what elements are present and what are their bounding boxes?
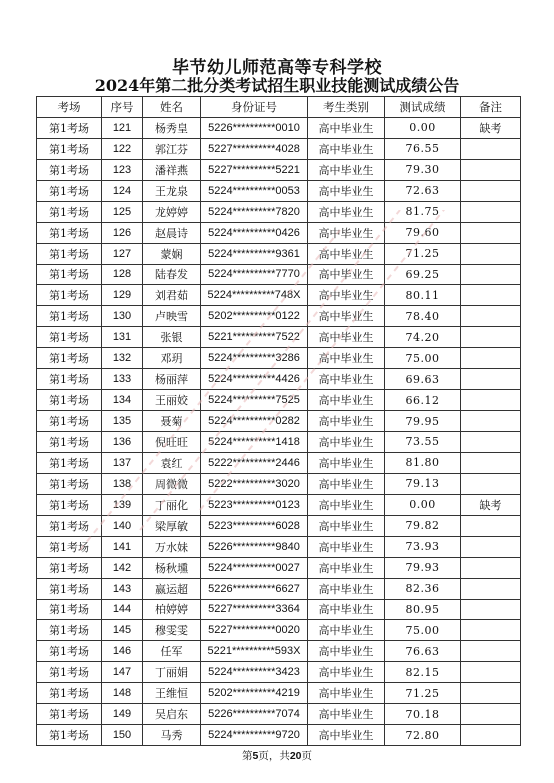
cell-id-number: 5223**********0123 (201, 494, 308, 515)
cell-remark (461, 201, 521, 222)
cell-name: 穆雯雯 (143, 620, 201, 641)
cell-remark (461, 285, 521, 306)
cell-score: 72.63 (385, 180, 461, 201)
table-row (37, 641, 521, 662)
page-footer (0, 748, 554, 763)
cell-remark: 缺考 (461, 494, 521, 515)
cell-seq: 140 (102, 515, 143, 536)
table-row (37, 620, 521, 641)
cell-seq: 133 (102, 369, 143, 390)
cell-exam-room: 第1考场 (37, 662, 102, 683)
cell-score: 0.00 (385, 117, 461, 138)
cell-seq: 128 (102, 264, 143, 285)
cell-exam-room: 第1考场 (37, 159, 102, 180)
cell-id-number: 5224**********9720 (201, 725, 308, 746)
cell-id-number: 5226**********7074 (201, 704, 308, 725)
cell-remark (461, 432, 521, 453)
cell-candidate-type: 高中毕业生 (308, 369, 385, 390)
cell-candidate-type: 高中毕业生 (308, 327, 385, 348)
cell-name: 张银 (143, 327, 201, 348)
cell-name: 倪旺旺 (143, 432, 201, 453)
cell-exam-room: 第1考场 (37, 432, 102, 453)
cell-remark (461, 578, 521, 599)
cell-name: 杨丽萍 (143, 369, 201, 390)
cell-exam-room: 第1考场 (37, 306, 102, 327)
cell-remark (461, 641, 521, 662)
cell-seq: 134 (102, 390, 143, 411)
cell-candidate-type: 高中毕业生 (308, 557, 385, 578)
cell-score: 82.36 (385, 578, 461, 599)
cell-exam-room: 第1考场 (37, 683, 102, 704)
cell-name: 杨秋壎 (143, 557, 201, 578)
cell-score: 76.63 (385, 641, 461, 662)
cell-score: 81.75 (385, 201, 461, 222)
cell-name: 潘祥燕 (143, 159, 201, 180)
cell-name: 卢映雪 (143, 306, 201, 327)
cell-remark (461, 327, 521, 348)
cell-seq: 145 (102, 620, 143, 641)
cell-candidate-type: 高中毕业生 (308, 599, 385, 620)
cell-exam-room: 第1考场 (37, 578, 102, 599)
cell-candidate-type: 高中毕业生 (308, 620, 385, 641)
cell-name: 嬴运超 (143, 578, 201, 599)
cell-seq: 132 (102, 348, 143, 369)
cell-seq: 139 (102, 494, 143, 515)
document-title: 毕节幼儿师范高等专科学校 (172, 58, 382, 78)
cell-remark (461, 264, 521, 285)
footer-middle: 页，共 (258, 750, 290, 762)
header-name: 姓名 (143, 97, 201, 118)
table-header-row (37, 97, 521, 118)
cell-remark (461, 390, 521, 411)
cell-exam-room: 第1考场 (37, 201, 102, 222)
table-row (37, 432, 521, 453)
cell-id-number: 5224**********0027 (201, 557, 308, 578)
cell-candidate-type: 高中毕业生 (308, 494, 385, 515)
header-score: 测试成绩 (385, 97, 461, 118)
cell-seq: 150 (102, 725, 143, 746)
cell-exam-room: 第1考场 (37, 390, 102, 411)
cell-score: 79.13 (385, 473, 461, 494)
cell-name: 龙婷婷 (143, 201, 201, 222)
cell-seq: 148 (102, 683, 143, 704)
cell-remark (461, 159, 521, 180)
cell-candidate-type: 高中毕业生 (308, 683, 385, 704)
cell-id-number: 5224**********3286 (201, 348, 308, 369)
cell-remark (461, 348, 521, 369)
table-row (37, 264, 521, 285)
cell-id-number: 5226**********0010 (201, 117, 308, 138)
cell-exam-room: 第1考场 (37, 243, 102, 264)
cell-score: 79.82 (385, 515, 461, 536)
cell-id-number: 5224**********0426 (201, 222, 308, 243)
cell-score: 80.95 (385, 599, 461, 620)
table-row (37, 306, 521, 327)
cell-exam-room: 第1考场 (37, 348, 102, 369)
cell-score: 0.00 (385, 494, 461, 515)
cell-remark (461, 138, 521, 159)
table-row (37, 201, 521, 222)
table-row (37, 369, 521, 390)
cell-score: 79.93 (385, 557, 461, 578)
cell-remark (461, 306, 521, 327)
cell-remark (461, 599, 521, 620)
cell-score: 82.15 (385, 662, 461, 683)
cell-seq: 142 (102, 557, 143, 578)
cell-score: 73.93 (385, 536, 461, 557)
cell-id-number: 5227**********5221 (201, 159, 308, 180)
cell-candidate-type: 高中毕业生 (308, 306, 385, 327)
cell-remark (461, 557, 521, 578)
cell-id-number: 5224**********748X (201, 285, 308, 306)
cell-id-number: 5224**********1418 (201, 432, 308, 453)
cell-candidate-type: 高中毕业生 (308, 180, 385, 201)
table-row (37, 243, 521, 264)
cell-candidate-type: 高中毕业生 (308, 390, 385, 411)
cell-exam-room: 第1考场 (37, 138, 102, 159)
cell-score: 79.30 (385, 159, 461, 180)
cell-candidate-type: 高中毕业生 (308, 222, 385, 243)
cell-candidate-type: 高中毕业生 (308, 138, 385, 159)
cell-score: 76.55 (385, 138, 461, 159)
table-row (37, 452, 521, 473)
footer-suffix: 页 (301, 750, 313, 762)
cell-name: 梁厚敏 (143, 515, 201, 536)
cell-seq: 131 (102, 327, 143, 348)
cell-score: 71.25 (385, 243, 461, 264)
table-row (37, 662, 521, 683)
cell-score: 66.12 (385, 390, 461, 411)
table-row (37, 557, 521, 578)
cell-score: 72.80 (385, 725, 461, 746)
cell-score: 70.18 (385, 704, 461, 725)
cell-remark (461, 452, 521, 473)
cell-candidate-type: 高中毕业生 (308, 452, 385, 473)
table-row (37, 536, 521, 557)
cell-exam-room: 第1考场 (37, 222, 102, 243)
cell-remark (461, 411, 521, 432)
cell-id-number: 5221**********7522 (201, 327, 308, 348)
document-subtitle: 2024年第二批分类考试招生职业技能测试成绩公告 (94, 76, 460, 95)
cell-name: 赵晨诗 (143, 222, 201, 243)
table-row (37, 159, 521, 180)
header-exam-room: 考场 (37, 97, 102, 118)
cell-exam-room: 第1考场 (37, 180, 102, 201)
cell-candidate-type: 高中毕业生 (308, 704, 385, 725)
cell-exam-room: 第1考场 (37, 515, 102, 536)
cell-name: 袁红 (143, 452, 201, 473)
cell-exam-room: 第1考场 (37, 411, 102, 432)
cell-seq: 144 (102, 599, 143, 620)
table-row (37, 390, 521, 411)
cell-exam-room: 第1考场 (37, 641, 102, 662)
cell-id-number: 5224**********7525 (201, 390, 308, 411)
table-row (37, 222, 521, 243)
cell-exam-room: 第1考场 (37, 473, 102, 494)
cell-score: 78.40 (385, 306, 461, 327)
table-row (37, 138, 521, 159)
cell-seq: 147 (102, 662, 143, 683)
cell-id-number: 5222**********3020 (201, 473, 308, 494)
cell-id-number: 5227**********3364 (201, 599, 308, 620)
cell-seq: 138 (102, 473, 143, 494)
cell-name: 杨秀皇 (143, 117, 201, 138)
cell-name: 万水妹 (143, 536, 201, 557)
cell-remark (461, 536, 521, 557)
results-table (36, 96, 521, 746)
cell-score: 80.11 (385, 285, 461, 306)
cell-name: 王丽姣 (143, 390, 201, 411)
cell-name: 蒙娴 (143, 243, 201, 264)
table-row (37, 348, 521, 369)
cell-id-number: 5224**********7770 (201, 264, 308, 285)
table-row (37, 599, 521, 620)
cell-name: 柏婷婷 (143, 599, 201, 620)
cell-seq: 123 (102, 159, 143, 180)
cell-score: 75.00 (385, 348, 461, 369)
cell-candidate-type: 高中毕业生 (308, 243, 385, 264)
cell-id-number: 5223**********6028 (201, 515, 308, 536)
cell-id-number: 5224**********0282 (201, 411, 308, 432)
cell-candidate-type: 高中毕业生 (308, 285, 385, 306)
cell-candidate-type: 高中毕业生 (308, 159, 385, 180)
header-remark: 备注 (461, 97, 521, 118)
cell-name: 王维恒 (143, 683, 201, 704)
cell-candidate-type: 高中毕业生 (308, 662, 385, 683)
cell-remark (461, 725, 521, 746)
cell-id-number: 5221**********593X (201, 641, 308, 662)
cell-seq: 146 (102, 641, 143, 662)
cell-seq: 136 (102, 432, 143, 453)
cell-name: 郭江芬 (143, 138, 201, 159)
cell-candidate-type: 高中毕业生 (308, 432, 385, 453)
cell-candidate-type: 高中毕业生 (308, 348, 385, 369)
cell-name: 刘君茹 (143, 285, 201, 306)
cell-name: 王龙泉 (143, 180, 201, 201)
cell-exam-room: 第1考场 (37, 452, 102, 473)
cell-score: 74.20 (385, 327, 461, 348)
cell-exam-room: 第1考场 (37, 599, 102, 620)
cell-candidate-type: 高中毕业生 (308, 411, 385, 432)
cell-score: 79.95 (385, 411, 461, 432)
cell-exam-room: 第1考场 (37, 536, 102, 557)
page-number: 5 (252, 750, 259, 762)
cell-candidate-type: 高中毕业生 (308, 515, 385, 536)
cell-score: 81.80 (385, 452, 461, 473)
cell-score: 69.25 (385, 264, 461, 285)
cell-name: 聂菊 (143, 411, 201, 432)
cell-id-number: 5224**********9361 (201, 243, 308, 264)
cell-exam-room: 第1考场 (37, 264, 102, 285)
cell-seq: 143 (102, 578, 143, 599)
cell-id-number: 5224**********3423 (201, 662, 308, 683)
cell-name: 丁丽化 (143, 494, 201, 515)
cell-exam-room: 第1考场 (37, 620, 102, 641)
cell-seq: 121 (102, 117, 143, 138)
cell-exam-room: 第1考场 (37, 557, 102, 578)
cell-exam-room: 第1考场 (37, 327, 102, 348)
cell-candidate-type: 高中毕业生 (308, 201, 385, 222)
cell-score: 73.55 (385, 432, 461, 453)
cell-remark: 缺考 (461, 117, 521, 138)
cell-remark (461, 704, 521, 725)
cell-seq: 141 (102, 536, 143, 557)
cell-seq: 122 (102, 138, 143, 159)
cell-candidate-type: 高中毕业生 (308, 264, 385, 285)
table-row (37, 327, 521, 348)
table-row (37, 515, 521, 536)
cell-id-number: 5227**********0020 (201, 620, 308, 641)
cell-name: 邓玥 (143, 348, 201, 369)
cell-id-number: 5227**********4028 (201, 138, 308, 159)
cell-id-number: 5222**********2446 (201, 452, 308, 473)
cell-remark (461, 662, 521, 683)
cell-candidate-type: 高中毕业生 (308, 536, 385, 557)
table-row (37, 704, 521, 725)
cell-name: 周微微 (143, 473, 201, 494)
table-row (37, 473, 521, 494)
cell-remark (461, 222, 521, 243)
cell-exam-room: 第1考场 (37, 285, 102, 306)
cell-candidate-type: 高中毕业生 (308, 117, 385, 138)
cell-score: 75.00 (385, 620, 461, 641)
cell-id-number: 5202**********0122 (201, 306, 308, 327)
cell-id-number: 5224**********0053 (201, 180, 308, 201)
table-row (37, 180, 521, 201)
cell-candidate-type: 高中毕业生 (308, 641, 385, 662)
cell-remark (461, 515, 521, 536)
footer-prefix: 第 (241, 750, 253, 762)
cell-exam-room: 第1考场 (37, 494, 102, 515)
cell-name: 任军 (143, 641, 201, 662)
cell-remark (461, 243, 521, 264)
cell-id-number: 5224**********4426 (201, 369, 308, 390)
cell-id-number: 5226**********6627 (201, 578, 308, 599)
cell-name: 陆春发 (143, 264, 201, 285)
cell-seq: 125 (102, 201, 143, 222)
cell-seq: 124 (102, 180, 143, 201)
cell-seq: 126 (102, 222, 143, 243)
page-total: 20 (289, 750, 302, 762)
cell-exam-room: 第1考场 (37, 117, 102, 138)
cell-id-number: 5224**********7820 (201, 201, 308, 222)
cell-id-number: 5226**********9840 (201, 536, 308, 557)
table-row (37, 725, 521, 746)
cell-remark (461, 683, 521, 704)
cell-exam-room: 第1考场 (37, 369, 102, 390)
cell-exam-room: 第1考场 (37, 725, 102, 746)
cell-candidate-type: 高中毕业生 (308, 473, 385, 494)
header-candidate-type: 考生类别 (308, 97, 385, 118)
cell-remark (461, 180, 521, 201)
cell-remark (461, 620, 521, 641)
table-row (37, 411, 521, 432)
table-row (37, 117, 521, 138)
cell-name: 丁丽娟 (143, 662, 201, 683)
cell-remark (461, 369, 521, 390)
cell-candidate-type: 高中毕业生 (308, 578, 385, 599)
table-row (37, 285, 521, 306)
cell-seq: 137 (102, 452, 143, 473)
cell-seq: 135 (102, 411, 143, 432)
cell-score: 79.60 (385, 222, 461, 243)
table-row (37, 683, 521, 704)
cell-seq: 127 (102, 243, 143, 264)
header-seq: 序号 (102, 97, 143, 118)
cell-candidate-type: 高中毕业生 (308, 725, 385, 746)
cell-seq: 129 (102, 285, 143, 306)
cell-score: 71.25 (385, 683, 461, 704)
cell-seq: 130 (102, 306, 143, 327)
table-row (37, 578, 521, 599)
cell-score: 69.63 (385, 369, 461, 390)
header-id-number: 身份证号 (201, 97, 308, 118)
cell-exam-room: 第1考场 (37, 704, 102, 725)
cell-name: 吴启东 (143, 704, 201, 725)
table-row (37, 494, 521, 515)
cell-name: 马秀 (143, 725, 201, 746)
cell-id-number: 5202**********4219 (201, 683, 308, 704)
cell-seq: 149 (102, 704, 143, 725)
cell-remark (461, 473, 521, 494)
